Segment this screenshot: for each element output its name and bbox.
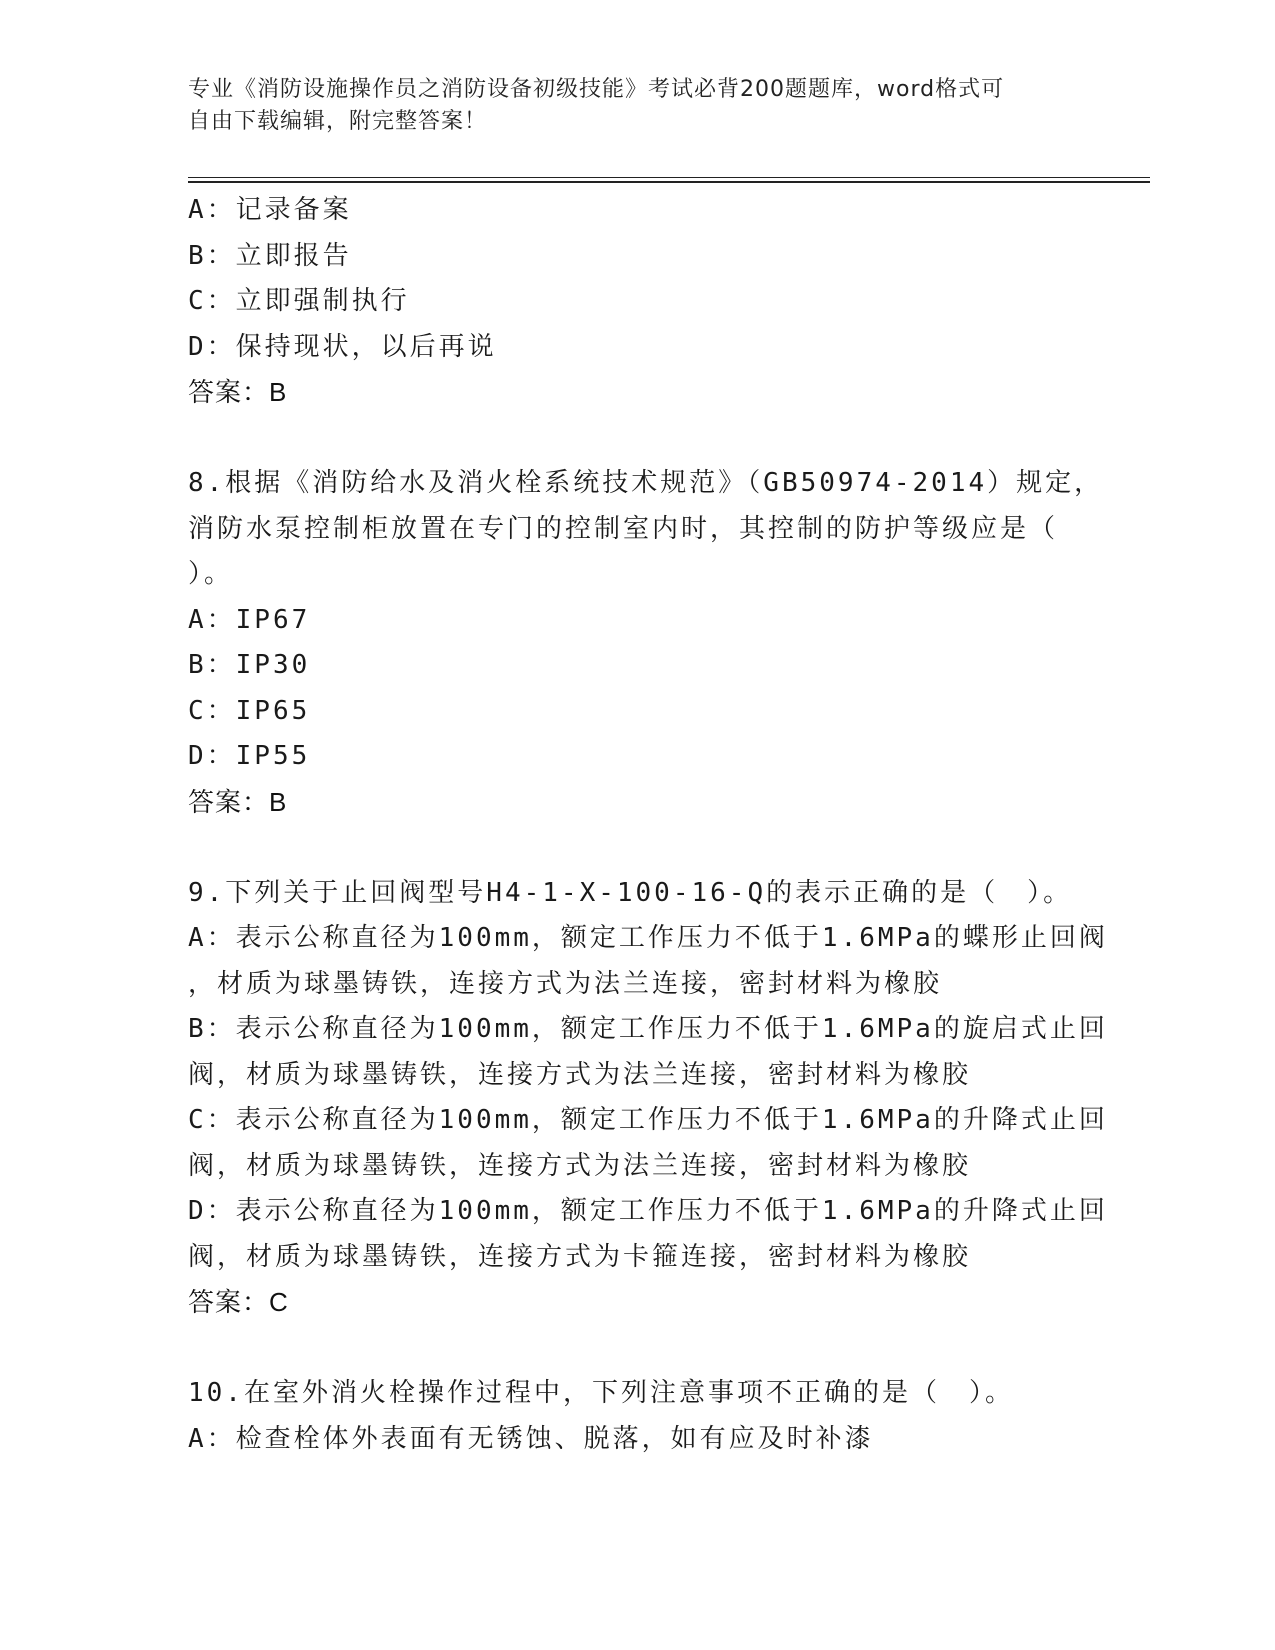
question-8 [188, 461, 1104, 825]
option-b: B：IP30 [188, 650, 311, 680]
header-rule-thick [188, 181, 1150, 183]
spacer [188, 1326, 1088, 1372]
question-text: 8.根据《消防给水及消火栓系统技术规范》（GB50974-2014）规定， [188, 468, 1104, 498]
question-text: ）。 [188, 559, 234, 589]
option-b: B：立即报告 [188, 240, 352, 271]
spacer [188, 825, 1088, 871]
spacer [188, 416, 1088, 462]
option-c-continued: 阀，材质为球墨铸铁，连接方式为法兰连接，密封材料为橡胶 [188, 1150, 972, 1181]
option-a: A：记录备案 [188, 195, 352, 225]
answer-line: 答案：B [188, 786, 288, 817]
question-7 [188, 188, 1088, 416]
question-text: 消防水泵控制柜放置在专门的控制室内时，其控制的防护等级应是（ [188, 513, 1059, 544]
option-a-continued: ，材质为球墨铸铁，连接方式为法兰连接，密封材料为橡胶 [188, 968, 943, 999]
question-text: 9.下列关于止回阀型号H4-1-X-100-16-Q的表示正确的是（ ）。 [188, 877, 1073, 908]
answer-line: 答案：C [188, 1287, 289, 1317]
question-10 [188, 1371, 1088, 1462]
option-d: D：IP55 [188, 741, 311, 771]
option-d-continued: 阀，材质为球墨铸铁，连接方式为卡箍连接，密封材料为橡胶 [188, 1241, 972, 1272]
option-c: C：立即强制执行 [188, 286, 410, 316]
document-header [188, 74, 1068, 138]
header-line-2: 自由下载编辑，附完整答案！ [188, 109, 488, 134]
question-9 [188, 871, 1108, 1326]
option-c: C：IP65 [188, 695, 311, 726]
option-c: C：表示公称直径为100mm，额定工作压力不低于1.6MPa的升降式止回 [188, 1105, 1108, 1135]
option-a: A：检查栓体外表面有无锈蚀、脱落，如有应及时补漆 [188, 1423, 874, 1454]
question-text: 10.在室外消火栓操作过程中，下列注意事项不正确的是（ ）。 [188, 1378, 1014, 1408]
option-d: D：保持现状，以后再说 [188, 331, 497, 362]
header-line-1: 专业《消防设施操作员之消防设备初级技能》考试必背200题题库，word格式可 [188, 77, 1005, 102]
option-b: B：表示公称直径为100mm，额定工作压力不低于1.6MPa的旋启式止回 [188, 1014, 1108, 1044]
document-body [188, 188, 1108, 1462]
option-a: A：表示公称直径为100mm，额定工作压力不低于1.6MPa的蝶形止回阀 [188, 923, 1108, 953]
option-b-continued: 阀，材质为球墨铸铁，连接方式为法兰连接，密封材料为橡胶 [188, 1059, 972, 1090]
option-a: A：IP67 [188, 604, 311, 635]
header-rule-thin [188, 177, 1150, 178]
answer-line: 答案：B [188, 377, 288, 407]
option-d: D：表示公称直径为100mm，额定工作压力不低于1.6MPa的升降式止回 [188, 1196, 1108, 1226]
